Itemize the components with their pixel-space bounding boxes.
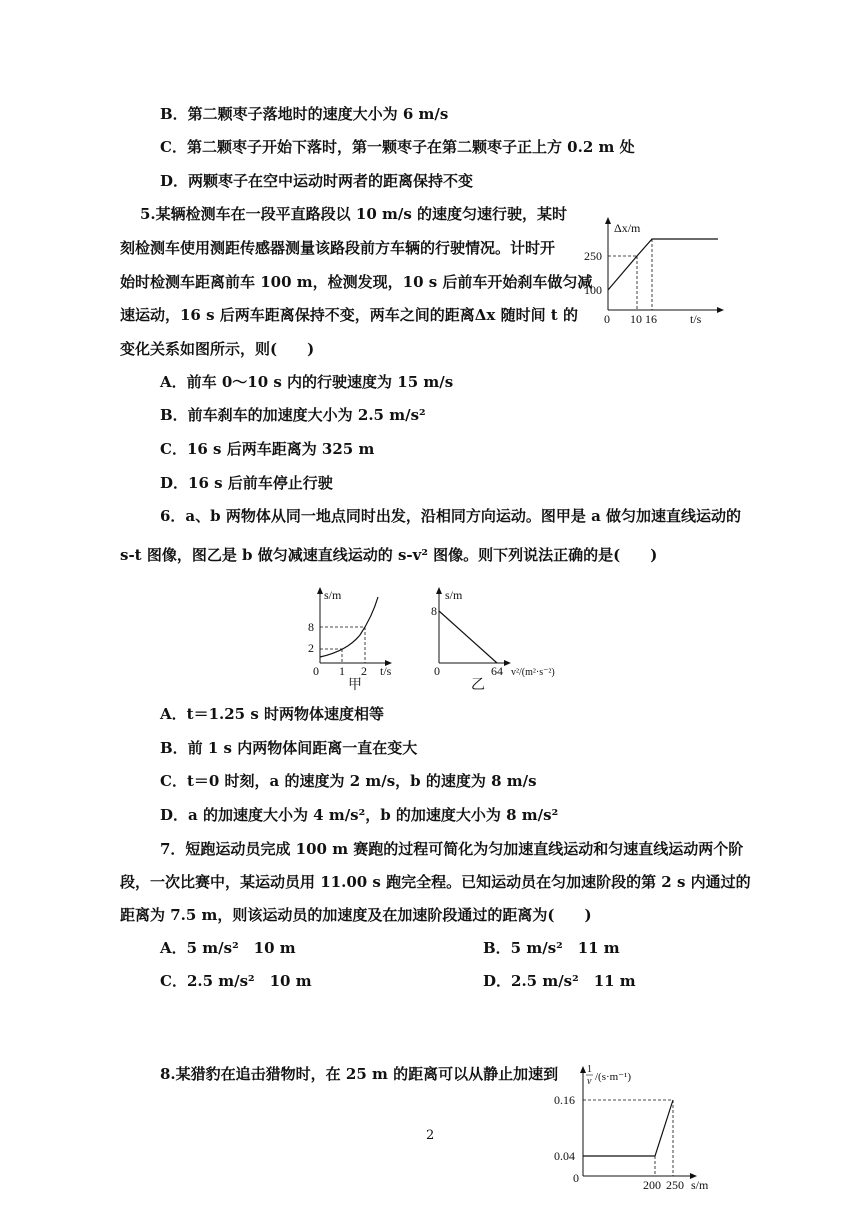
- q8-ytick-004: 0.04: [554, 1149, 575, 1163]
- q6-option-c: C．t＝0 时刻，a 的速度为 2 m/s，b 的速度为 8 m/s: [160, 772, 537, 790]
- q5-graph-x-arrow: [717, 307, 724, 313]
- q4-option-d: D．两颗枣子在空中运动时两者的距离保持不变: [160, 172, 474, 190]
- q8-graph: [545, 1058, 735, 1198]
- q5-option-c: C．16 s 后两车距离为 325 m: [160, 440, 375, 458]
- q7-stem-line-3: 距离为 7.5 m，则该运动员的加速度及在加速阶段通过的距离为( ): [120, 906, 592, 924]
- q6-option-d: D．a 的加速度大小为 4 m/s²，b 的加速度大小为 8 m/s²: [160, 806, 559, 824]
- q5-graph-xtick-16: 16: [645, 312, 657, 323]
- q6a-caption: 甲: [348, 678, 362, 693]
- q7-option-b: B．5 m/s² 11 m: [483, 939, 620, 957]
- q5-stem-line-4: 速运动，16 s 后两车距离保持不变，两车之间的距离Δx 随时间 t 的: [120, 306, 578, 324]
- q5-stem-line-3: 始时检测车距离前车 100 m，检测发现，10 s 后前车开始刹车做匀减: [120, 273, 593, 291]
- q6-graph-a: [302, 585, 412, 695]
- q5-graph-curve: [608, 239, 718, 290]
- q6a-ytick-8: 8: [308, 620, 314, 634]
- q5-graph-ytick-100: 100: [584, 283, 602, 297]
- q6b-x-arrow: [504, 660, 511, 666]
- q8-ylabel-num: 1: [587, 1064, 592, 1075]
- q8-graph-curve: [583, 1100, 673, 1156]
- q6b-origin: 0: [434, 664, 440, 678]
- q5-stem-line-2: 刻检测车使用测距传感器测量该路段前方车辆的行驶情况。计时开: [120, 239, 556, 257]
- q6-option-a: A．t＝1.25 s 时两物体速度相等: [160, 705, 384, 723]
- q6-stem-line-1: 6．a、b 两物体从同一地点同时出发，沿相同方向运动。图甲是 a 做匀加速直线运动的: [160, 507, 742, 525]
- q7-option-c: C．2.5 m/s² 10 m: [160, 972, 312, 990]
- q8-ylabel-unit: /(s·m⁻¹): [595, 1071, 631, 1083]
- q8-xlabel: s/m: [691, 1178, 709, 1192]
- q6b-ytick-8: 8: [431, 604, 437, 618]
- q5-graph: [578, 213, 728, 323]
- q6a-origin: 0: [313, 664, 319, 678]
- q6b-y-arrow: [436, 587, 442, 594]
- q4-option-c: C．第二颗枣子开始下落时，第一颗枣子在第二颗枣子正上方 0.2 m 处: [160, 138, 635, 156]
- q7-stem-line-1: 7．短跑运动员完成 100 m 赛跑的过程可简化为匀加速直线运动和匀速直线运动两个阶: [160, 840, 744, 858]
- q7-stem-line-2: 段，一次比赛中，某运动员用 11.00 s 跑完全程。已知运动员在匀加速阶段的第 2 s 内通过的: [120, 873, 751, 891]
- q6-stem-line-2: s-t 图像，图乙是 b 做匀减速直线运动的 s-v² 图像。则下列说法正确的是( ): [120, 546, 658, 564]
- q6b-ylabel: s/m: [445, 588, 463, 602]
- q6a-ylabel: s/m: [324, 588, 342, 602]
- q8-ylabel-den: v: [587, 1076, 592, 1087]
- q6b-line: [439, 611, 497, 663]
- q6b-xlabel: v²/(m²·s⁻²): [511, 667, 555, 678]
- q5-graph-origin: 0: [604, 312, 610, 323]
- q6-option-b: B．前 1 s 内两物体间距离一直在变大: [160, 739, 418, 757]
- q5-stem-line-5: 变化关系如图所示，则( ): [120, 340, 315, 358]
- q8-stem-line-1: 8.某猎豹在追击猎物时，在 25 m 的距离可以从静止加速到: [160, 1065, 559, 1083]
- q6a-xlabel: t/s: [380, 664, 392, 678]
- q8-ytick-016: 0.16: [554, 1093, 575, 1107]
- q6-graph-b: [425, 585, 615, 695]
- q5-graph-xlabel: t/s: [690, 312, 702, 323]
- q6b-caption: 乙: [471, 678, 485, 693]
- q5-option-a: A．前车 0～10 s 内的行驶速度为 15 m/s: [160, 373, 454, 391]
- q8-y-arrow: [580, 1066, 586, 1073]
- q8-xtick-200: 200: [643, 1178, 661, 1192]
- q7-option-d: D．2.5 m/s² 11 m: [483, 972, 636, 990]
- q5-graph-y-arrow: [605, 217, 611, 224]
- q5-graph-ylabel: Δx/m: [614, 221, 641, 235]
- q5-option-d: D．16 s 后前车停止行驶: [160, 474, 333, 492]
- q4-option-b: B．第二颗枣子落地时的速度大小为 6 m/s: [160, 105, 449, 123]
- q8-origin: 0: [573, 1171, 579, 1185]
- q5-stem-line-1: 5.某辆检测车在一段平直路段以 10 m/s 的速度匀速行驶，某时: [140, 205, 567, 223]
- q5-graph-ytick-250: 250: [584, 249, 602, 263]
- q6b-xtick-64: 64: [491, 664, 503, 678]
- q5-option-b: B．前车刹车的加速度大小为 2.5 m/s²: [160, 406, 426, 424]
- q6a-curve: [320, 597, 378, 657]
- page-number: 2: [426, 1128, 435, 1143]
- q6a-xtick-2: 2: [361, 664, 367, 678]
- q6a-ytick-2: 2: [308, 641, 314, 655]
- q8-xtick-250: 250: [666, 1178, 684, 1192]
- q6a-xtick-1: 1: [339, 664, 345, 678]
- q5-graph-xtick-10: 10: [630, 312, 642, 323]
- q6a-y-arrow: [317, 587, 323, 594]
- q7-option-a: A．5 m/s² 10 m: [160, 939, 296, 957]
